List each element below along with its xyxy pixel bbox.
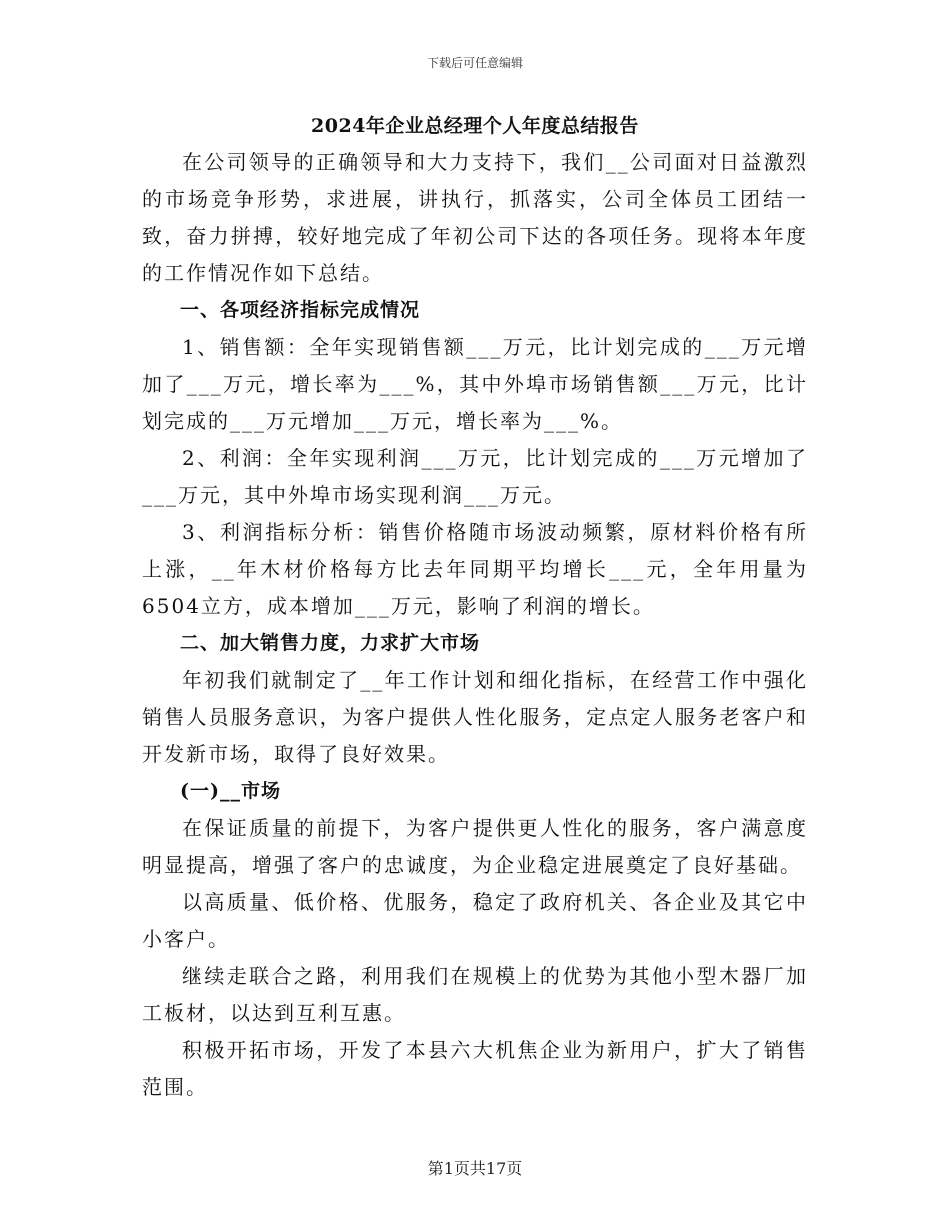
profit-paragraph: 2、利润：全年实现利润___万元，比计划完成的___万元增加了___万元，其中外埠市场实现利润___万元。 <box>142 446 808 507</box>
sales-paragraph: 1、销售额：全年实现销售额___万元，比计划完成的___万元增加了___万元，增长率为___%，其中外埠市场销售额___万元，比计划完成的___万元增加___万元，增长率为___%。 <box>142 335 808 433</box>
intro-paragraph: 在公司领导的正确领导和大力支持下，我们__公司面对日益激烈的市场竞争形势，求进展，讲执行，抓落实，公司全体员工团结一致，奋力拼搏，较好地完成了年初公司下达的各项任务。现将本年度的工作情况作如下总结。 <box>142 150 808 285</box>
section-heading-2: 二、加大销售力度，力求扩大市场 <box>180 632 481 654</box>
clients-paragraph: 以高质量、低价格、优服务，稳定了政府机关、各企业及其它中小客户。 <box>142 890 808 951</box>
header-note: 下载后可任意编辑 <box>426 56 523 70</box>
new-market-paragraph: 积极开拓市场，开发了本县六大机焦企业为新用户，扩大了销售范围。 <box>142 1038 808 1099</box>
document-title: 2024年企业总经理个人年度总结报告 <box>311 115 639 137</box>
subsection-heading-market: (一)__市场 <box>180 780 281 802</box>
alliance-paragraph: 继续走联合之路，利用我们在规模上的优势为其他小型木器厂加工板材，以达到互利互惠。 <box>142 964 808 1025</box>
profit-analysis-paragraph: 3、利润指标分析：销售价格随市场波动频繁，原材料价格有所上涨，__年木材价格每方比去年同期平均增长___元，全年用量为6504立方，成本增加___万元，影响了利润的增长。 <box>142 520 808 618</box>
quality-paragraph: 在保证质量的前提下，为客户提供更人性化的服务，客户满意度明显提高，增强了客户的忠诚度，为企业稳定进展奠定了良好基础。 <box>142 816 808 877</box>
section-heading-1: 一、各项经济指标完成情况 <box>180 299 421 321</box>
sales-plan-paragraph: 年初我们就制定了__年工作计划和细化指标，在经营工作中强化销售人员服务意识，为客户提供人性化服务，定点定人服务老客户和开发新市场，取得了良好效果。 <box>142 668 808 766</box>
document-body <box>142 108 808 1106</box>
page-footer: 第1页共17页 <box>427 1159 523 1178</box>
